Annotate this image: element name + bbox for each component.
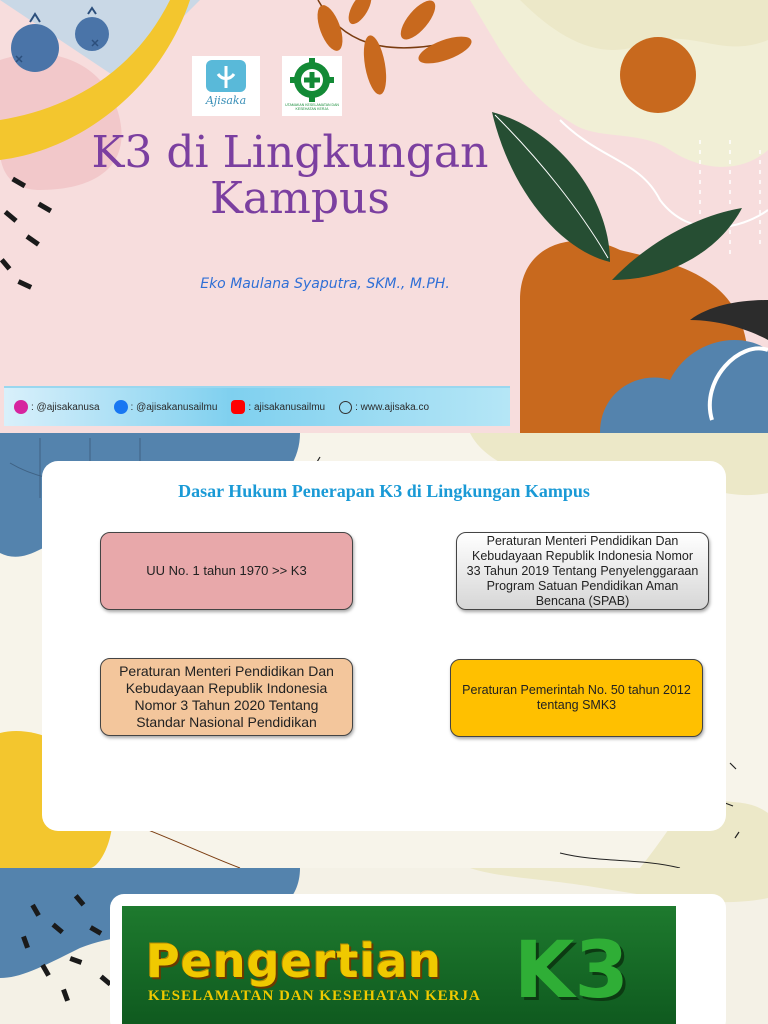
k3-logo-text: UTAMAKAN KESELAMATAN DAN KESEHATAN KERJA bbox=[285, 103, 339, 111]
facebook-icon bbox=[114, 400, 128, 414]
k3-logo bbox=[282, 56, 342, 116]
banner-k3: K3 bbox=[514, 926, 629, 1016]
social-facebook[interactable] bbox=[114, 400, 218, 414]
ajisaka-logo-icon bbox=[192, 56, 260, 116]
social-bar bbox=[4, 386, 510, 426]
author-name: Eko Maulana Syaputra, SKM., M.PH. bbox=[200, 276, 450, 292]
ajisaka-logo bbox=[192, 56, 260, 116]
social-instagram[interactable] bbox=[14, 400, 100, 414]
title-slide bbox=[0, 0, 768, 433]
law-box-text: Peraturan Pemerintah No. 50 tahun 2012 tentang SMK3 bbox=[462, 683, 691, 712]
website-url: : www.ajisaka.co bbox=[355, 401, 430, 413]
law-box-permendikbud-3-2020 bbox=[100, 658, 353, 736]
slide-title bbox=[60, 127, 520, 224]
law-box-uu-1-1970 bbox=[100, 532, 353, 610]
youtube-icon bbox=[231, 400, 245, 414]
title-line-1: K3 di Lingkungan bbox=[91, 127, 489, 178]
law-box-pp-50-2012 bbox=[450, 659, 703, 737]
definition-slide bbox=[0, 868, 768, 1024]
law-box-text: Peraturan Menteri Pendidikan Dan Kebudayaan Republik Indonesia Nomor 33 Tahun 2019 Tentang Penyelenggaraan Program Satuan Pendidikan Aman Bencana (SPAB) bbox=[466, 533, 699, 608]
youtube-handle: : ajisakanusailmu bbox=[248, 401, 326, 413]
instagram-handle: : @ajisakanusa bbox=[31, 401, 100, 413]
instagram-icon bbox=[14, 400, 28, 414]
social-website[interactable] bbox=[339, 401, 429, 414]
banner-title: Pengertian bbox=[146, 934, 443, 988]
legal-basis-slide bbox=[0, 433, 768, 868]
banner-subtitle: KESELAMATAN DAN KESEHATAN KERJA bbox=[148, 988, 481, 1004]
title-line-2: Kampus bbox=[210, 173, 390, 224]
facebook-handle: : @ajisakanusailmu bbox=[130, 401, 218, 413]
globe-icon bbox=[339, 401, 352, 414]
k3-banner bbox=[122, 906, 676, 1024]
law-box-text: UU No. 1 tahun 1970 >> K3 bbox=[146, 563, 307, 578]
social-youtube[interactable] bbox=[231, 400, 325, 414]
legal-basis-heading: Dasar Hukum Penerapan K3 di Lingkungan Kampus bbox=[178, 481, 590, 501]
legal-basis-card bbox=[42, 461, 726, 831]
law-box-text: Peraturan Menteri Pendidikan Dan Kebudayaan Republik Indonesia Nomor 3 Tahun 2020 Tentang Standar Nasional Pendidikan bbox=[119, 663, 334, 730]
ajisaka-logo-text: Ajisaka bbox=[205, 94, 247, 107]
law-box-permendikbud-33-2019 bbox=[456, 532, 709, 610]
